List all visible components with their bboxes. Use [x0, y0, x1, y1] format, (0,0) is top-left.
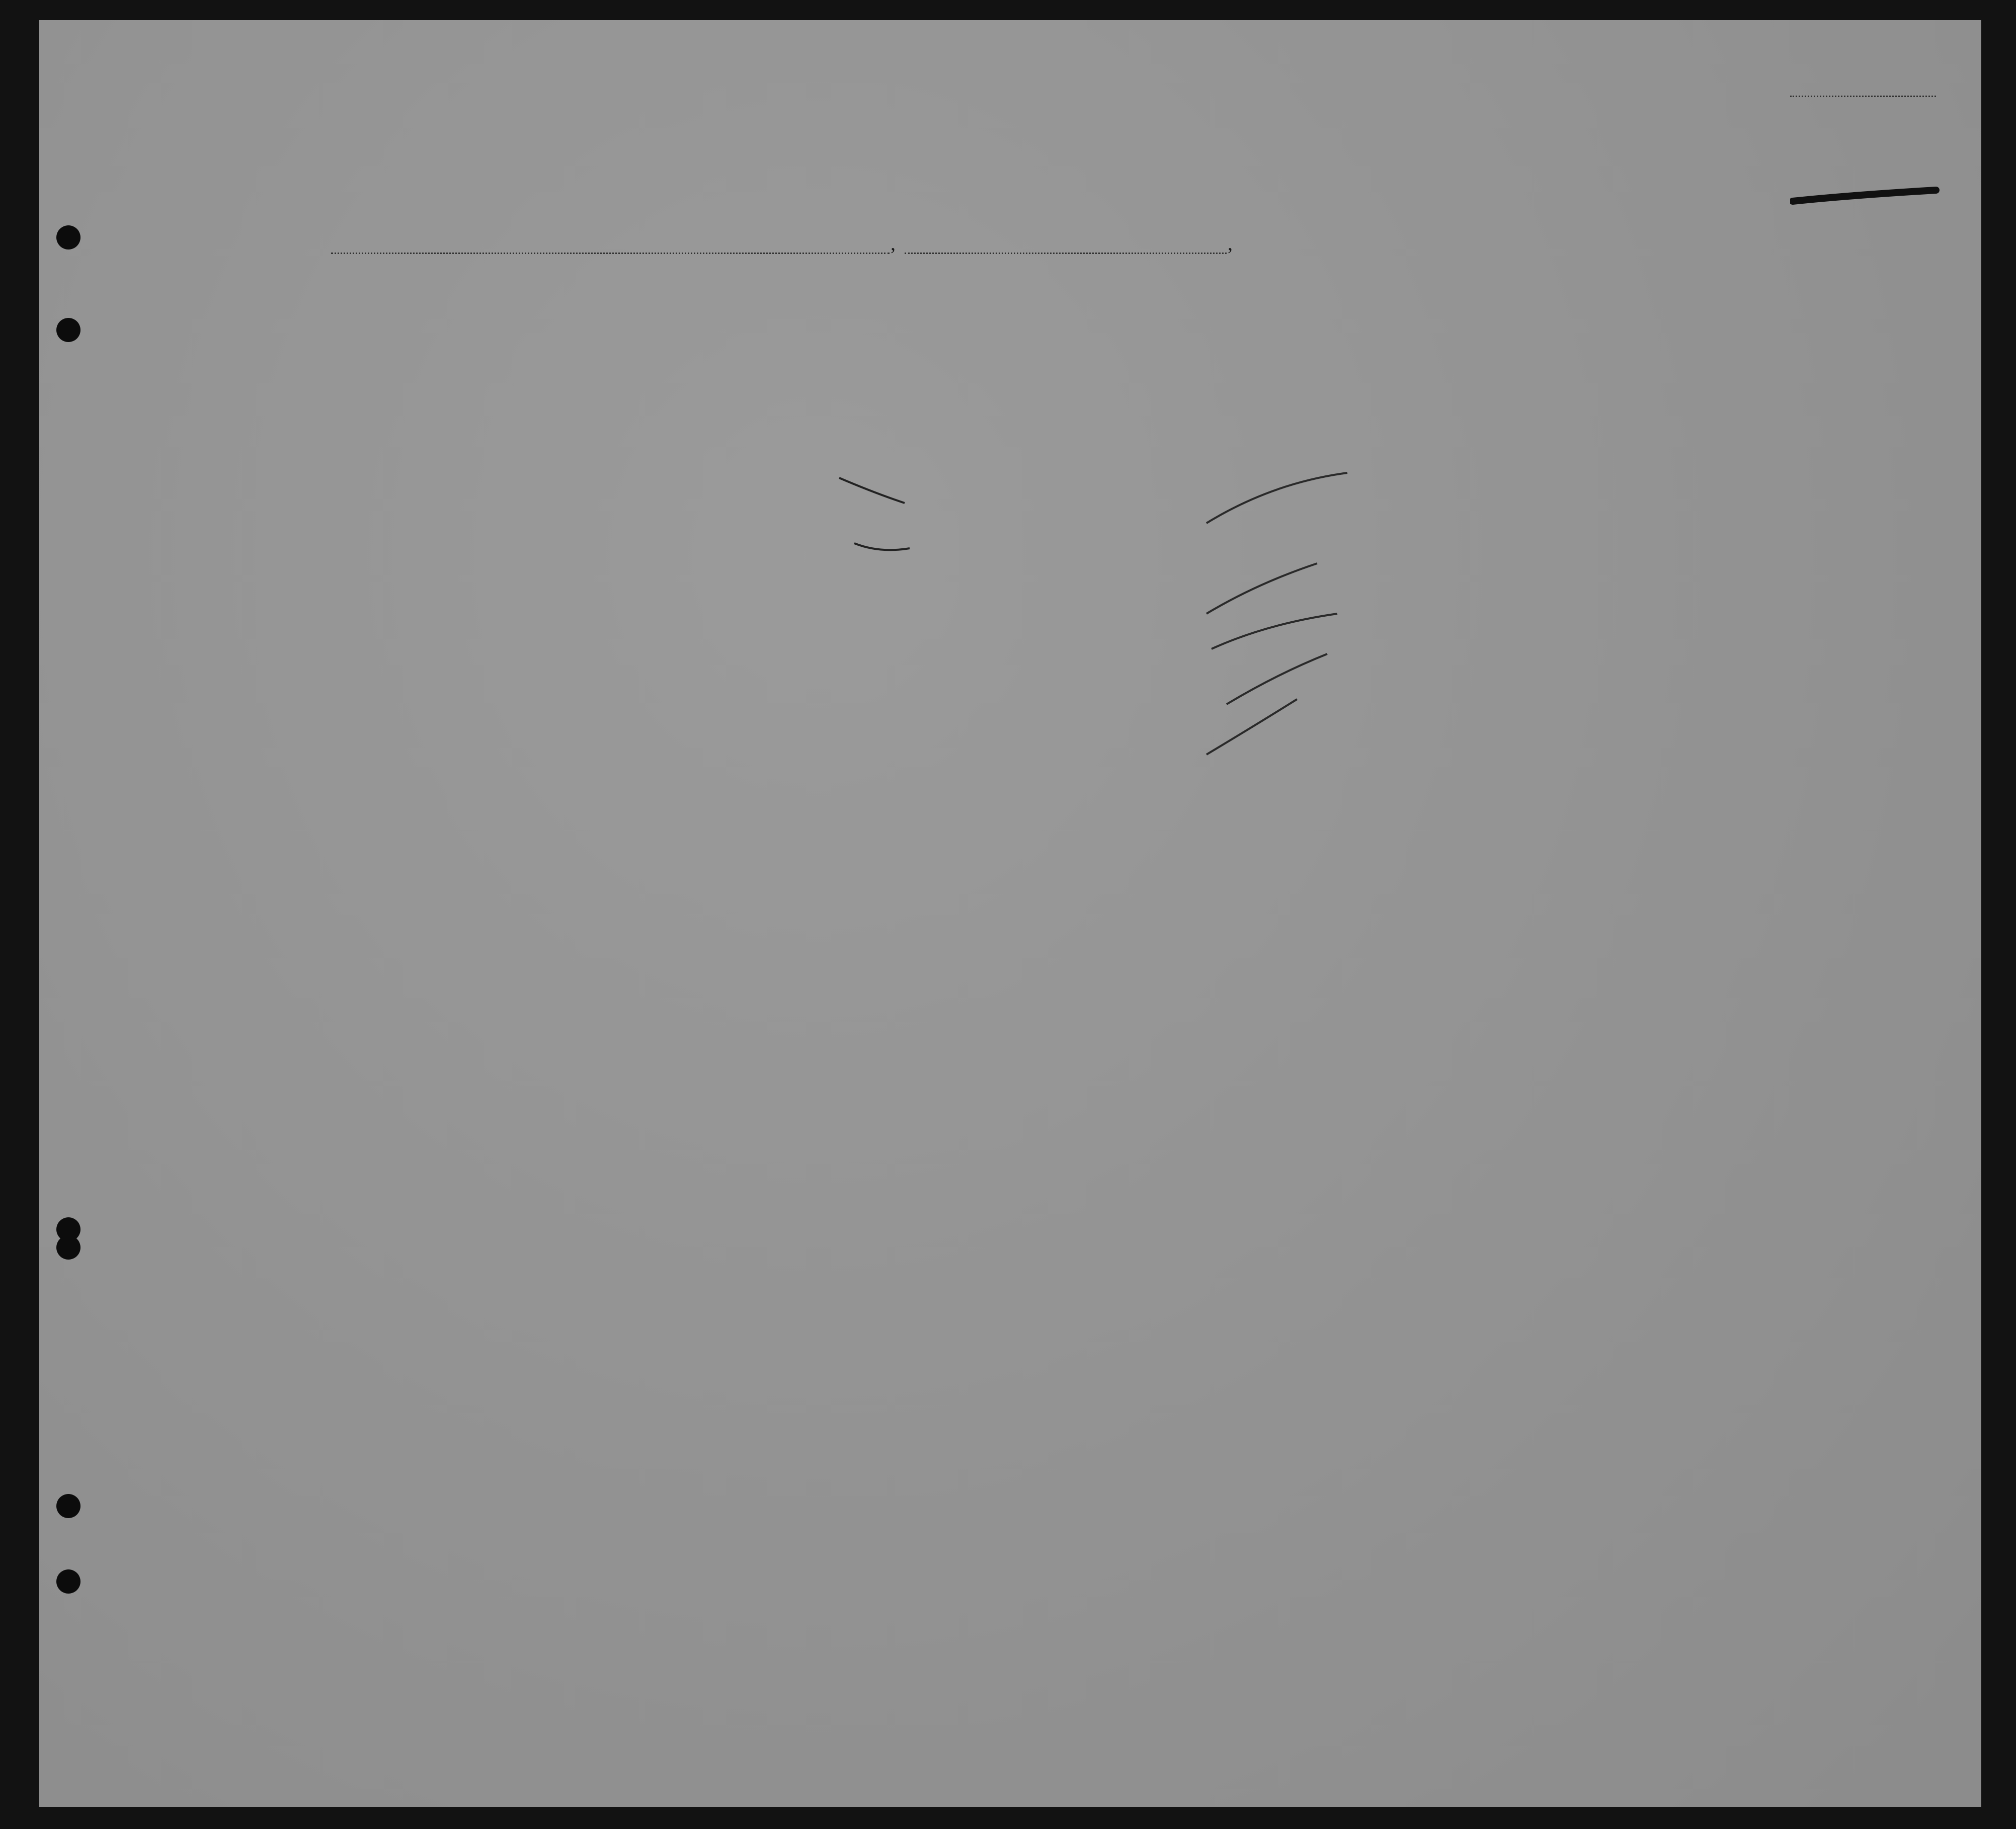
- manifest-sheet: [39, 20, 1981, 1807]
- header-prison: [1269, 302, 1305, 443]
- pencil-bracket-icon: [834, 473, 925, 573]
- header-feet: [1652, 392, 1667, 438]
- header-money: [706, 312, 731, 443]
- header-anarchist: [1340, 302, 1360, 443]
- manifest-grid: [39, 20, 1981, 1807]
- header-purpose-c: [1233, 347, 1263, 443]
- header-q30: [1473, 302, 1494, 443]
- header-q31: [1498, 302, 1519, 443]
- header-ticket: [570, 312, 600, 438]
- header-inches: [1678, 392, 1694, 438]
- comma: ,: [1228, 232, 1233, 255]
- pencil-checkmarks-icon: [1196, 463, 1378, 765]
- header-q29: [1429, 302, 1469, 443]
- header-q28: [1367, 302, 1423, 443]
- comma: ,: [891, 232, 896, 255]
- header-polygamist: [1312, 302, 1332, 443]
- header-purpose-b: [1196, 347, 1227, 443]
- header-purpose-a: [1162, 347, 1192, 443]
